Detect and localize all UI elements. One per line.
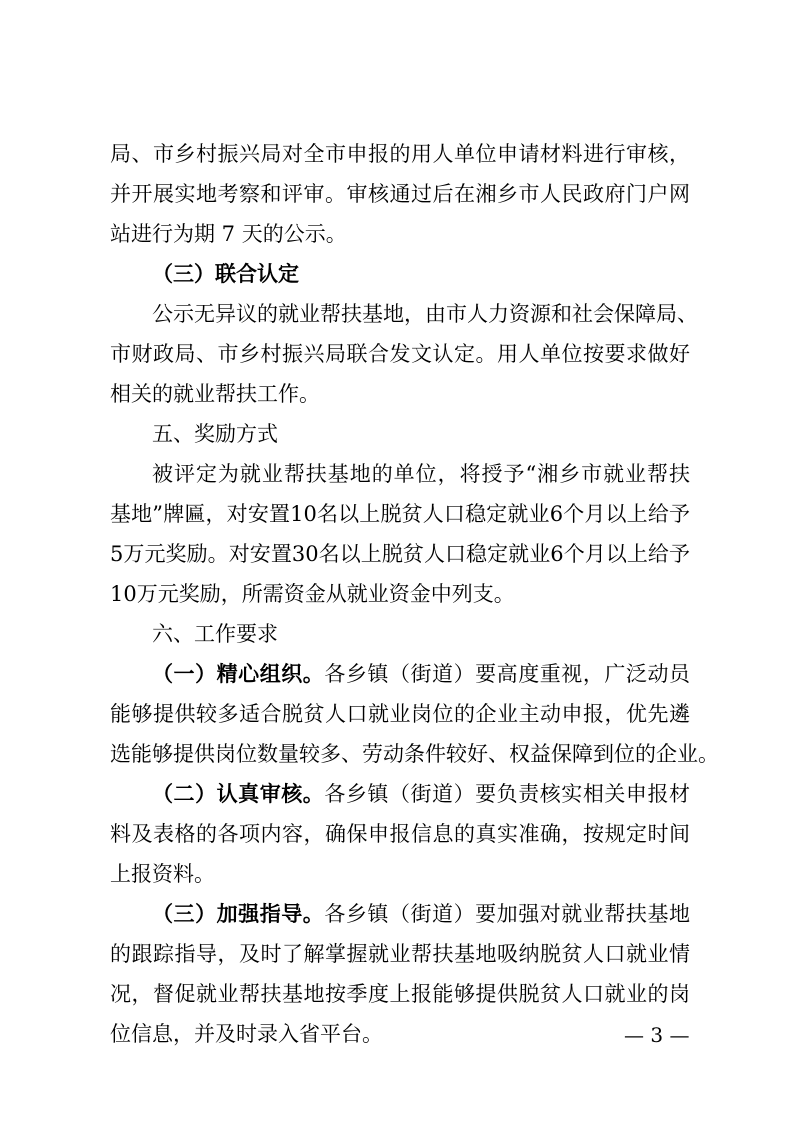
text-line: 况，督促就业帮扶基地按季度上报能够提供脱贫人口就业的岗: [110, 982, 690, 1006]
text-line: 料及表格的各项内容，确保申报信息的真实准确，按规定时间: [110, 822, 690, 846]
requirement-title: （三）加强指导。: [152, 902, 325, 926]
requirement-text: 各乡镇（街道）要加强对就业帮扶基地: [324, 902, 691, 926]
text-line: 选能够提供岗位数量较多、劳动条件较好、权益保障到位的企业。: [110, 742, 719, 766]
text-line: 能够提供较多适合脱贫人口就业岗位的企业主动申报，优先遴: [110, 702, 690, 726]
document-body: [110, 134, 719, 1054]
text-line: 局、市乡村振兴局对全市申报的用人单位申请材料进行审核，: [110, 142, 690, 166]
text-line: 位信息，并及时录入省平台。: [110, 1022, 383, 1046]
text-line: 市财政局、市乡村振兴局联合发文认定。用人单位按要求做好: [110, 342, 690, 366]
section-heading: 六、工作要求: [152, 622, 278, 646]
paragraph-line: [110, 774, 690, 814]
section-heading: （三）联合认定: [152, 262, 299, 286]
requirement-text: 各乡镇（街道）要高度重视，广泛动员: [324, 662, 691, 686]
text-line: 站进行为期 7 天的公示。: [110, 222, 347, 246]
text-line: 基地”牌匾，对安置10名以上脱贫人口稳定就业6个月以上给予: [110, 502, 690, 526]
text-line: 10万元奖励，所需资金从就业资金中列支。: [110, 582, 515, 606]
paragraph-line: [110, 654, 690, 694]
section-heading: 五、奖励方式: [152, 422, 278, 446]
text-line: 的跟踪指导，及时了解掌握就业帮扶基地吸纳脱贫人口就业情: [110, 942, 690, 966]
text-line: 相关的就业帮扶工作。: [110, 382, 320, 406]
text-line: 5万元奖励。对安置30名以上脱贫人口稳定就业6个月以上给予: [110, 542, 690, 566]
text-line: 被评定为就业帮扶基地的单位，将授予“湘乡市就业帮扶: [152, 462, 690, 486]
requirement-text: 各乡镇（街道）要负责核实相关申报材: [324, 782, 691, 806]
text-line: 并开展实地考察和评审。审核通过后在湘乡市人民政府门户网: [110, 182, 690, 206]
requirement-title: （一）精心组织。: [152, 662, 325, 686]
paragraph-line: [110, 894, 690, 934]
requirement-title: （二）认真审核。: [152, 782, 325, 806]
text-line: 公示无异议的就业帮扶基地，由市人力资源和社会保障局、: [152, 302, 698, 326]
text-line: 上报资料。: [110, 862, 215, 886]
page-number: — 3 —: [624, 1023, 690, 1047]
